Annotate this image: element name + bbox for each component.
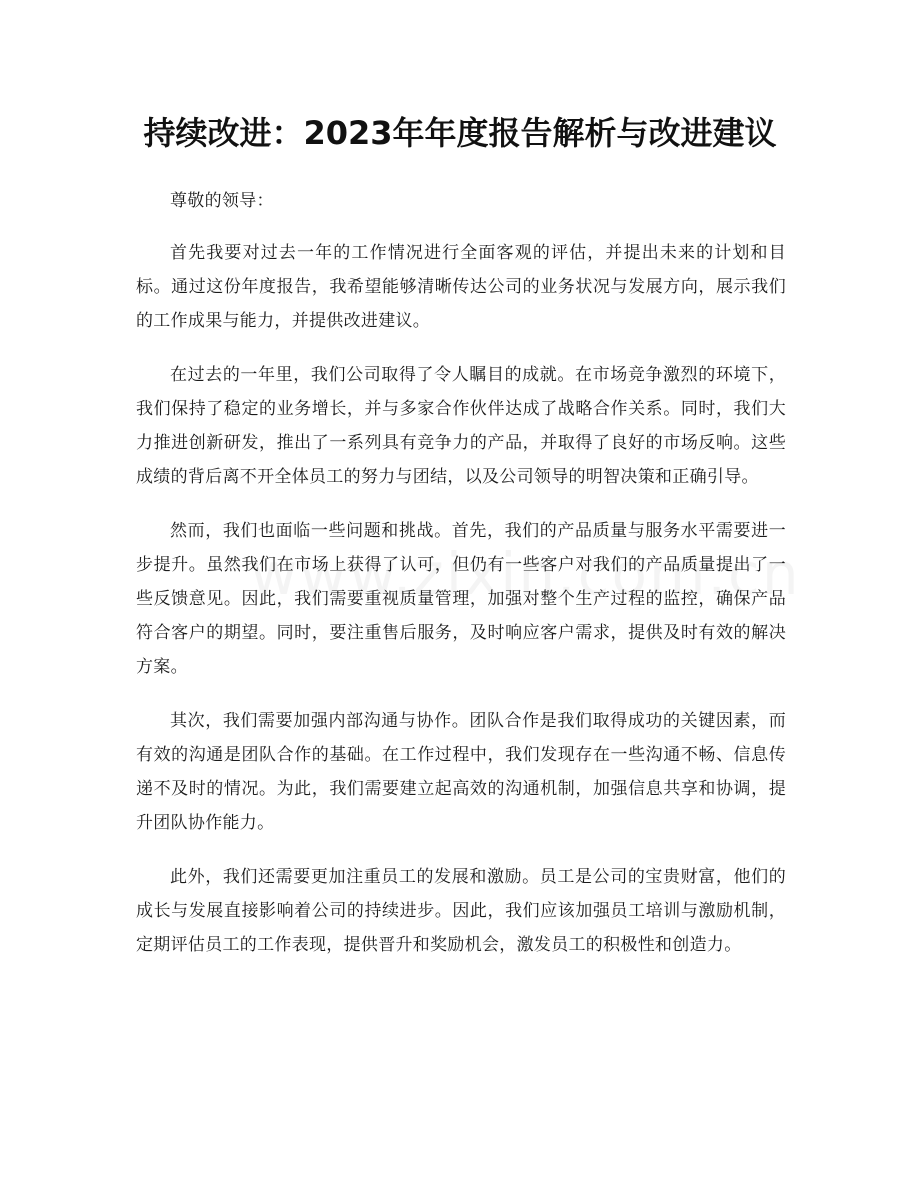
- salutation: 尊敬的领导：: [170, 191, 274, 211]
- paragraph-3: 然而，我们也面临一些问题和挑战。首先，我们的产品质量与服务水平需要进一步提升。虽然我们在市场上获得了认可，但仍有一些客户对我们的产品质量提出了一些反馈意见。因此，我们需要重视质量管理，加强对整个生产过程的监控，确保产品符合客户的期望。同时，要注重售后服务，及时响应客户需求，提供及时有效的解决方案。: [136, 521, 786, 677]
- paragraph-2: 在过去的一年里，我们公司取得了令人瞩目的成就。在市场竞争激烈的环境下，我们保持了稳定的业务增长，并与多家合作伙伴达成了战略合作关系。同时，我们大力推进创新研发，推出了一系列具有竞争力的产品，并取得了良好的市场反响。这些成绩的背后离不开全体员工的努力与团结，以及公司领导的明智决策和正确引导。: [136, 365, 786, 487]
- paragraph-1: 首先我要对过去一年的工作情况进行全面客观的评估，并提出未来的计划和目标。通过这份年度报告，我希望能够清晰传达公司的业务状况与发展方向，展示我们的工作成果与能力，并提供改进建议。: [136, 243, 786, 331]
- paragraph-4: 其次，我们需要加强内部沟通与协作。团队合作是我们取得成功的关键因素，而有效的沟通是团队合作的基础。在工作过程中，我们发现存在一些沟通不畅、信息传递不及时的情况。为此，我们需要建立起高效的沟通机制，加强信息共享和协调，提升团队协作能力。: [136, 711, 786, 833]
- paragraph-5: 此外，我们还需要更加注重员工的发展和激励。员工是公司的宝贵财富，他们的成长与发展直接影响着公司的持续进步。因此，我们应该加强员工培训与激励机制，定期评估员工的工作表现，提供晋升和奖励机会，激发员工的积极性和创造力。: [136, 867, 786, 955]
- document-body: [136, 184, 786, 982]
- document-title: 持续改进：2023年年度报告解析与改进建议: [143, 114, 777, 152]
